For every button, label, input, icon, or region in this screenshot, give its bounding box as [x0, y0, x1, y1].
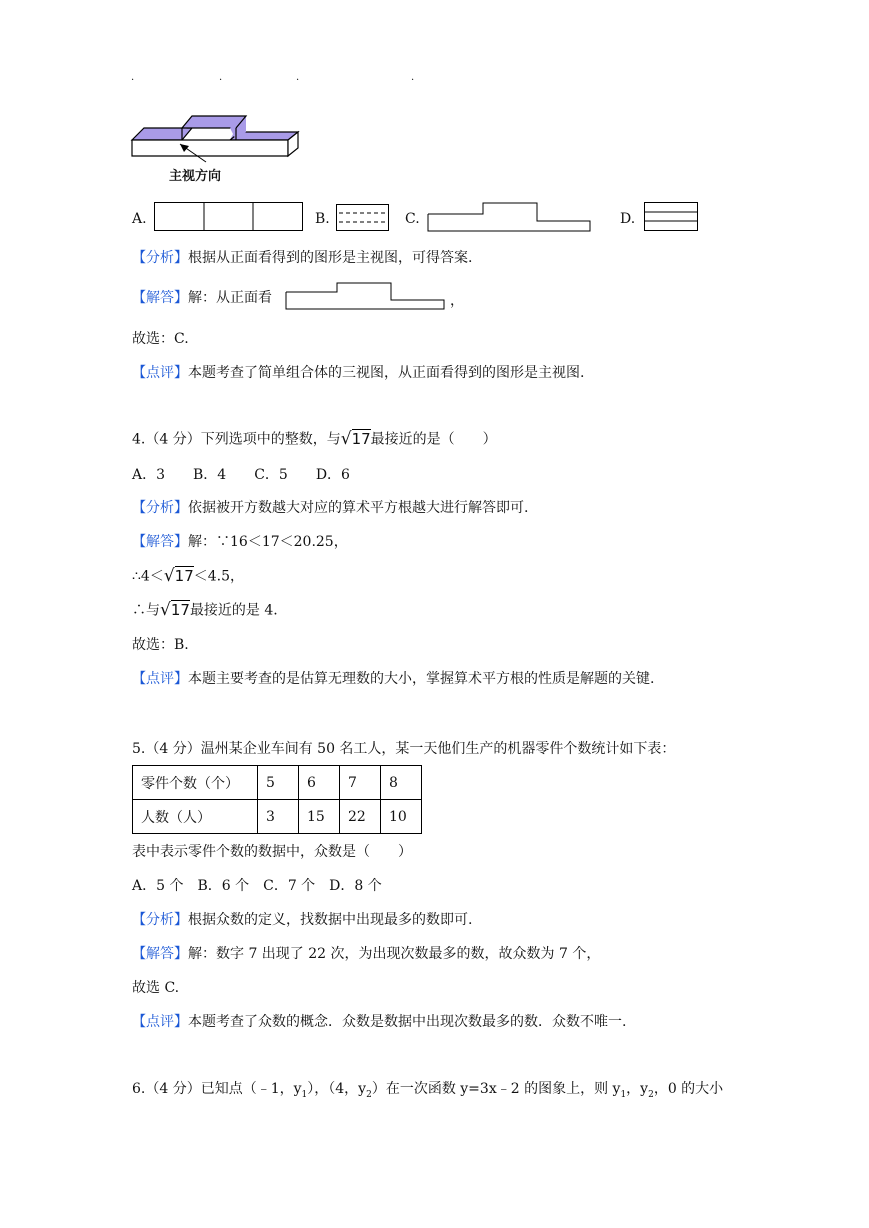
q5-options: A．5 个 B．6 个 C．7 个 D．8 个: [132, 878, 382, 894]
radicand: 17: [174, 567, 194, 585]
analysis-text: 根据众数的定义，找数据中出现最多的数即可.: [188, 912, 473, 928]
q4-line3-a: ∴与: [132, 602, 160, 619]
table-cell: 人数（人）: [133, 800, 258, 834]
q4-answer: [132, 533, 348, 551]
option-b-label: B.: [315, 211, 330, 227]
q3-answer: [132, 289, 272, 307]
answer-comma: ，: [450, 293, 464, 309]
q4-line2-b: ＜4.5，: [193, 568, 245, 585]
sqrt-17: √17: [163, 566, 194, 586]
q6-stem: [132, 1080, 723, 1104]
answer-front-view: [285, 282, 447, 312]
analysis-tag: 【分析】: [132, 500, 188, 516]
option-d-figure: [644, 202, 700, 232]
solid-figure: [126, 112, 306, 172]
table-row: [133, 800, 422, 834]
q6-part: 6.（4 分）已知点（﹣1，y: [132, 1081, 302, 1097]
analysis-tag: 【分析】: [132, 250, 188, 266]
answer-tag: 【解答】: [132, 534, 188, 550]
q6-sub: 2: [648, 1089, 654, 1100]
q5-choose: 故选 C.: [132, 980, 180, 996]
q5-analysis: [132, 911, 472, 929]
table-cell: 8: [381, 766, 422, 800]
figure-label: 主视方向: [169, 169, 222, 184]
comment-text: 本题主要考查的是估算无理数的大小，掌握算术平方根的性质是解题的关键.: [188, 671, 655, 687]
answer-text: 解：∵16＜17＜20.25，: [188, 534, 348, 550]
analysis-text: 依据被开方数越大对应的算术平方根越大进行解答即可.: [188, 500, 529, 516]
table-cell: 5: [258, 766, 299, 800]
option-a-figure: [154, 202, 306, 232]
radicand: 17: [170, 601, 190, 619]
q6-sub: 1: [301, 1089, 308, 1100]
q4-stem-b: 最接近的是（ ）: [370, 431, 497, 448]
q3-choose: 故选：C.: [132, 331, 189, 347]
answer-tag: 【解答】: [132, 946, 188, 962]
table-cell: 6: [299, 766, 340, 800]
q6-part: ，y: [626, 1081, 649, 1097]
q4-choose: 故选：B.: [132, 637, 189, 653]
analysis-tag: 【分析】: [132, 912, 188, 928]
q6-part: ）在一次函数 y=3x﹣2 的图象上，则 y: [371, 1081, 621, 1097]
option-c-label: C.: [405, 211, 420, 227]
table-cell: 10: [381, 800, 422, 834]
sqrt-17: √17: [160, 600, 190, 620]
table-cell: 3: [258, 800, 299, 834]
comment-tag: 【点评】: [132, 365, 188, 381]
table-row: [133, 766, 422, 800]
option-a-label: A.: [132, 211, 147, 227]
table-cell: 22: [340, 800, 381, 834]
analysis-text: 根据从正面看得到的图形是主视图，可得答案.: [188, 250, 473, 266]
answer-tag: 【解答】: [132, 290, 188, 306]
option-d-label: D.: [620, 211, 636, 227]
option-b-figure: [336, 204, 392, 234]
q6-sub: 2: [366, 1089, 372, 1100]
q3-analysis: [132, 249, 472, 267]
q4-stem: [132, 430, 497, 449]
q6-part: ，0 的大小: [653, 1081, 724, 1097]
answer-text: 解：从正面看: [188, 290, 272, 306]
q4-line3: [132, 601, 278, 620]
q4-line2-a: ∴4＜: [132, 568, 164, 585]
comment-tag: 【点评】: [132, 1014, 188, 1030]
q5-stem: 5.（4 分）温州某企业车间有 50 名工人，某一天他们生产的机器零件个数统计如下表：: [132, 741, 676, 757]
table-cell: 15: [299, 800, 340, 834]
stats-table: [132, 765, 422, 834]
q5-comment: [132, 1013, 626, 1031]
table-cell: 零件个数（个）: [133, 766, 258, 800]
answer-text: 解：数字 7 出现了 22 次，为出现次数最多的数，故众数为 7 个，: [188, 946, 601, 962]
option-c-figure: [427, 202, 592, 232]
table-cell: 7: [340, 766, 381, 800]
q4-line3-b: 最接近的是 4.: [189, 602, 278, 619]
sqrt-17: √17: [340, 429, 371, 449]
radicand: 17: [351, 430, 371, 448]
q4-stem-a: 4.（4 分）下列选项中的整数，与: [132, 431, 341, 448]
comment-tag: 【点评】: [132, 671, 188, 687]
q6-part: ），（4，y: [307, 1081, 367, 1097]
q4-comment: [132, 670, 654, 688]
q4-analysis: [132, 499, 528, 517]
q4-options: A．3 B．4 C．5 D．6: [132, 467, 350, 483]
q5-answer: [132, 945, 600, 963]
q4-line2: [132, 567, 244, 586]
comment-text: 本题考查了简单组合体的三视图，从正面看得到的图形是主视图.: [188, 365, 585, 381]
q6-sub: 1: [620, 1089, 627, 1100]
q5-question: 表中表示零件个数的数据中，众数是（ ）: [132, 844, 412, 860]
comment-text: 本题考查了众数的概念．众数是数据中出现次数最多的数．众数不唯一.: [188, 1014, 627, 1030]
q3-comment: [132, 364, 584, 382]
